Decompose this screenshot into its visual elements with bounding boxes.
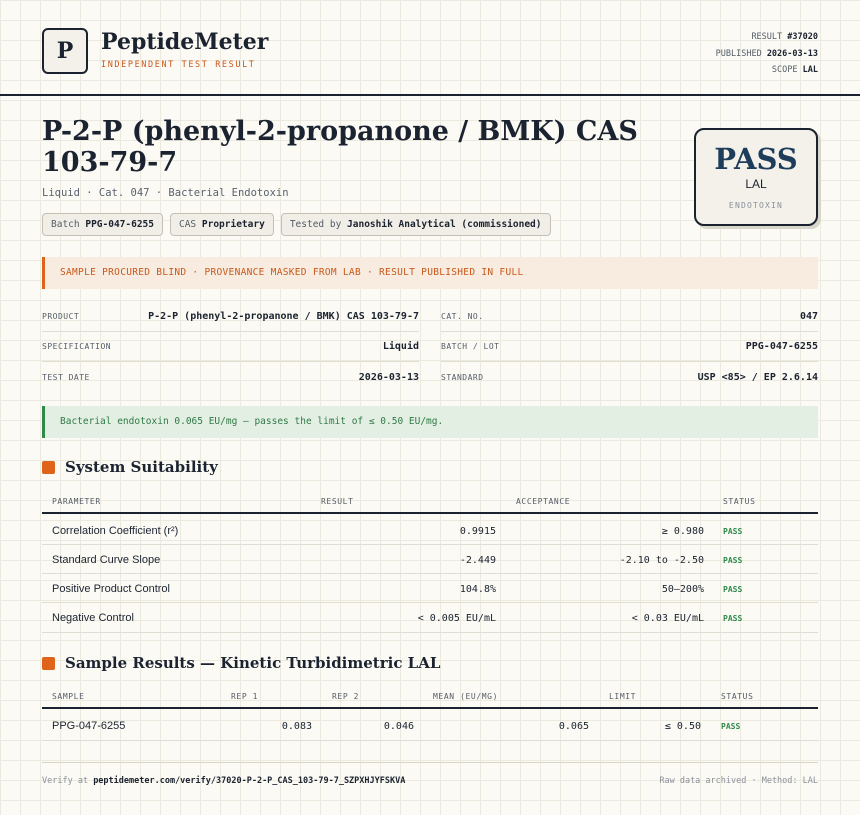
result-cell: -2.449	[459, 555, 496, 566]
page-header	[0, 0, 860, 96]
detail-value: P-2-P (phenyl-2-propanone / BMK) CAS 103-79-7	[148, 311, 419, 322]
column-header: ACCEPTANCE	[516, 497, 571, 506]
rep1-cell: 0.083	[281, 721, 312, 732]
cas-chip: CAS Proprietary	[170, 213, 274, 236]
published-line: PUBLISHED 2026-03-13	[715, 48, 818, 59]
detail-label: STANDARD	[441, 372, 484, 382]
column-header: SAMPLE	[52, 692, 85, 701]
detail-cat-no	[441, 302, 818, 332]
product-title: P-2-P (phenyl-2-propanone / BMK) CAS 103-79-7	[42, 116, 638, 178]
sample-results-heading	[42, 654, 440, 672]
batch-chip: Batch PPG-047-6255	[42, 213, 163, 236]
detail-label: PRODUCT	[42, 312, 80, 321]
product-subtitle: Liquid · Cat. 047 · Bacterial Endotoxin	[42, 187, 289, 199]
samples-table-header	[42, 686, 818, 709]
verify-link[interactable]: peptidemeter.com/verify/37020-P-2-P_CAS_103-79-7_SZPXHJYFSKVA	[93, 776, 406, 786]
table-row	[42, 711, 818, 741]
detail-value: PPG-047-6255	[745, 341, 818, 352]
detail-value: 2026-03-13	[358, 371, 419, 383]
parameter-cell: Correlation Coefficient (r²)	[52, 525, 179, 537]
detail-test-date	[42, 362, 419, 392]
table-row	[42, 574, 818, 603]
column-header: RESULT	[321, 497, 354, 506]
result-cell: 104.8%	[459, 584, 496, 595]
detail-product	[42, 302, 419, 332]
verdict-stamp	[694, 128, 818, 226]
result-cell: 0.9915	[459, 526, 496, 537]
result-id-line: RESULT #37020	[751, 32, 818, 42]
archive-note: Raw data archived · Method: LAL	[659, 776, 818, 786]
detail-label: CAT. NO.	[441, 312, 484, 321]
section-title: System Suitability	[65, 458, 218, 476]
brand-logo[interactable]: P	[42, 28, 88, 74]
table-row	[42, 516, 818, 545]
verdict-word: PASS	[714, 142, 798, 176]
rep2-cell: 0.046	[383, 721, 414, 732]
acceptance-cell: 50–200%	[661, 584, 704, 595]
suitability-heading	[42, 458, 218, 476]
column-header: REP 2	[332, 692, 360, 701]
page-footer	[42, 762, 818, 786]
column-header: LIMIT	[609, 692, 637, 701]
section-marker-icon	[42, 657, 55, 670]
acceptance-cell: -2.10 to -2.50	[619, 555, 704, 566]
acceptance-cell: < 0.03 EU/mL	[631, 613, 704, 624]
detail-batch-lot	[441, 332, 818, 362]
detail-label: SPECIFICATION	[42, 342, 112, 351]
mean-cell: 0.065	[558, 721, 589, 732]
detail-standard	[441, 362, 818, 392]
column-header: PARAMETER	[52, 497, 101, 506]
column-header: STATUS	[723, 497, 756, 506]
detail-value: Liquid	[382, 341, 419, 352]
verdict-category: ENDOTOXIN	[728, 201, 784, 210]
parameter-cell: Negative Control	[52, 612, 134, 624]
parameter-cell: Standard Curve Slope	[52, 554, 161, 566]
column-header: MEAN (EU/MG)	[433, 692, 498, 701]
verdict-method: LAL	[745, 177, 767, 191]
procurement-notice: SAMPLE PROCURED BLIND · PROVENANCE MASKED FROM LAB · RESULT PUBLISHED IN FULL	[42, 257, 818, 289]
verify-prefix: Verify at	[42, 776, 89, 786]
sample-cell: PPG-047-6255	[52, 720, 126, 732]
result-cell: < 0.005 EU/mL	[417, 613, 496, 624]
report-meta	[716, 29, 818, 79]
column-header: STATUS	[721, 692, 754, 701]
limit-cell: ≤ 0.50	[664, 721, 701, 732]
table-row	[42, 545, 818, 574]
result-summary-banner: Bacterial endotoxin 0.065 EU/mg — passes the limit of ≤ 0.50 EU/mg.	[42, 406, 818, 438]
section-title: Sample Results — Kinetic Turbidimetric LAL	[65, 654, 441, 672]
status-badge: PASS	[721, 722, 741, 731]
acceptance-cell: ≥ 0.980	[661, 526, 704, 537]
status-badge: PASS	[723, 614, 743, 623]
detail-specification	[42, 332, 419, 362]
parameter-cell: Positive Product Control	[52, 583, 170, 595]
column-header: REP 1	[231, 692, 259, 701]
scope-line: SCOPE LAL	[771, 65, 818, 75]
suitability-table-header	[42, 491, 818, 514]
detail-value: USP <85> / EP 2.6.14	[697, 371, 818, 383]
brand-name: PeptideMeter	[101, 29, 269, 55]
status-badge: PASS	[723, 585, 743, 594]
table-row	[42, 603, 818, 633]
info-chips	[42, 213, 551, 236]
tested-by-chip: Tested by Janoshik Analytical (commissioned)	[281, 213, 551, 236]
detail-label: BATCH / LOT	[441, 342, 500, 351]
detail-label: TEST DATE	[42, 372, 90, 382]
section-marker-icon	[42, 461, 55, 474]
verify-line	[42, 776, 405, 786]
status-badge: PASS	[723, 556, 743, 565]
brand-tagline: INDEPENDENT TEST RESULT	[101, 60, 256, 70]
status-badge: PASS	[723, 527, 743, 536]
detail-value: 047	[799, 311, 818, 322]
